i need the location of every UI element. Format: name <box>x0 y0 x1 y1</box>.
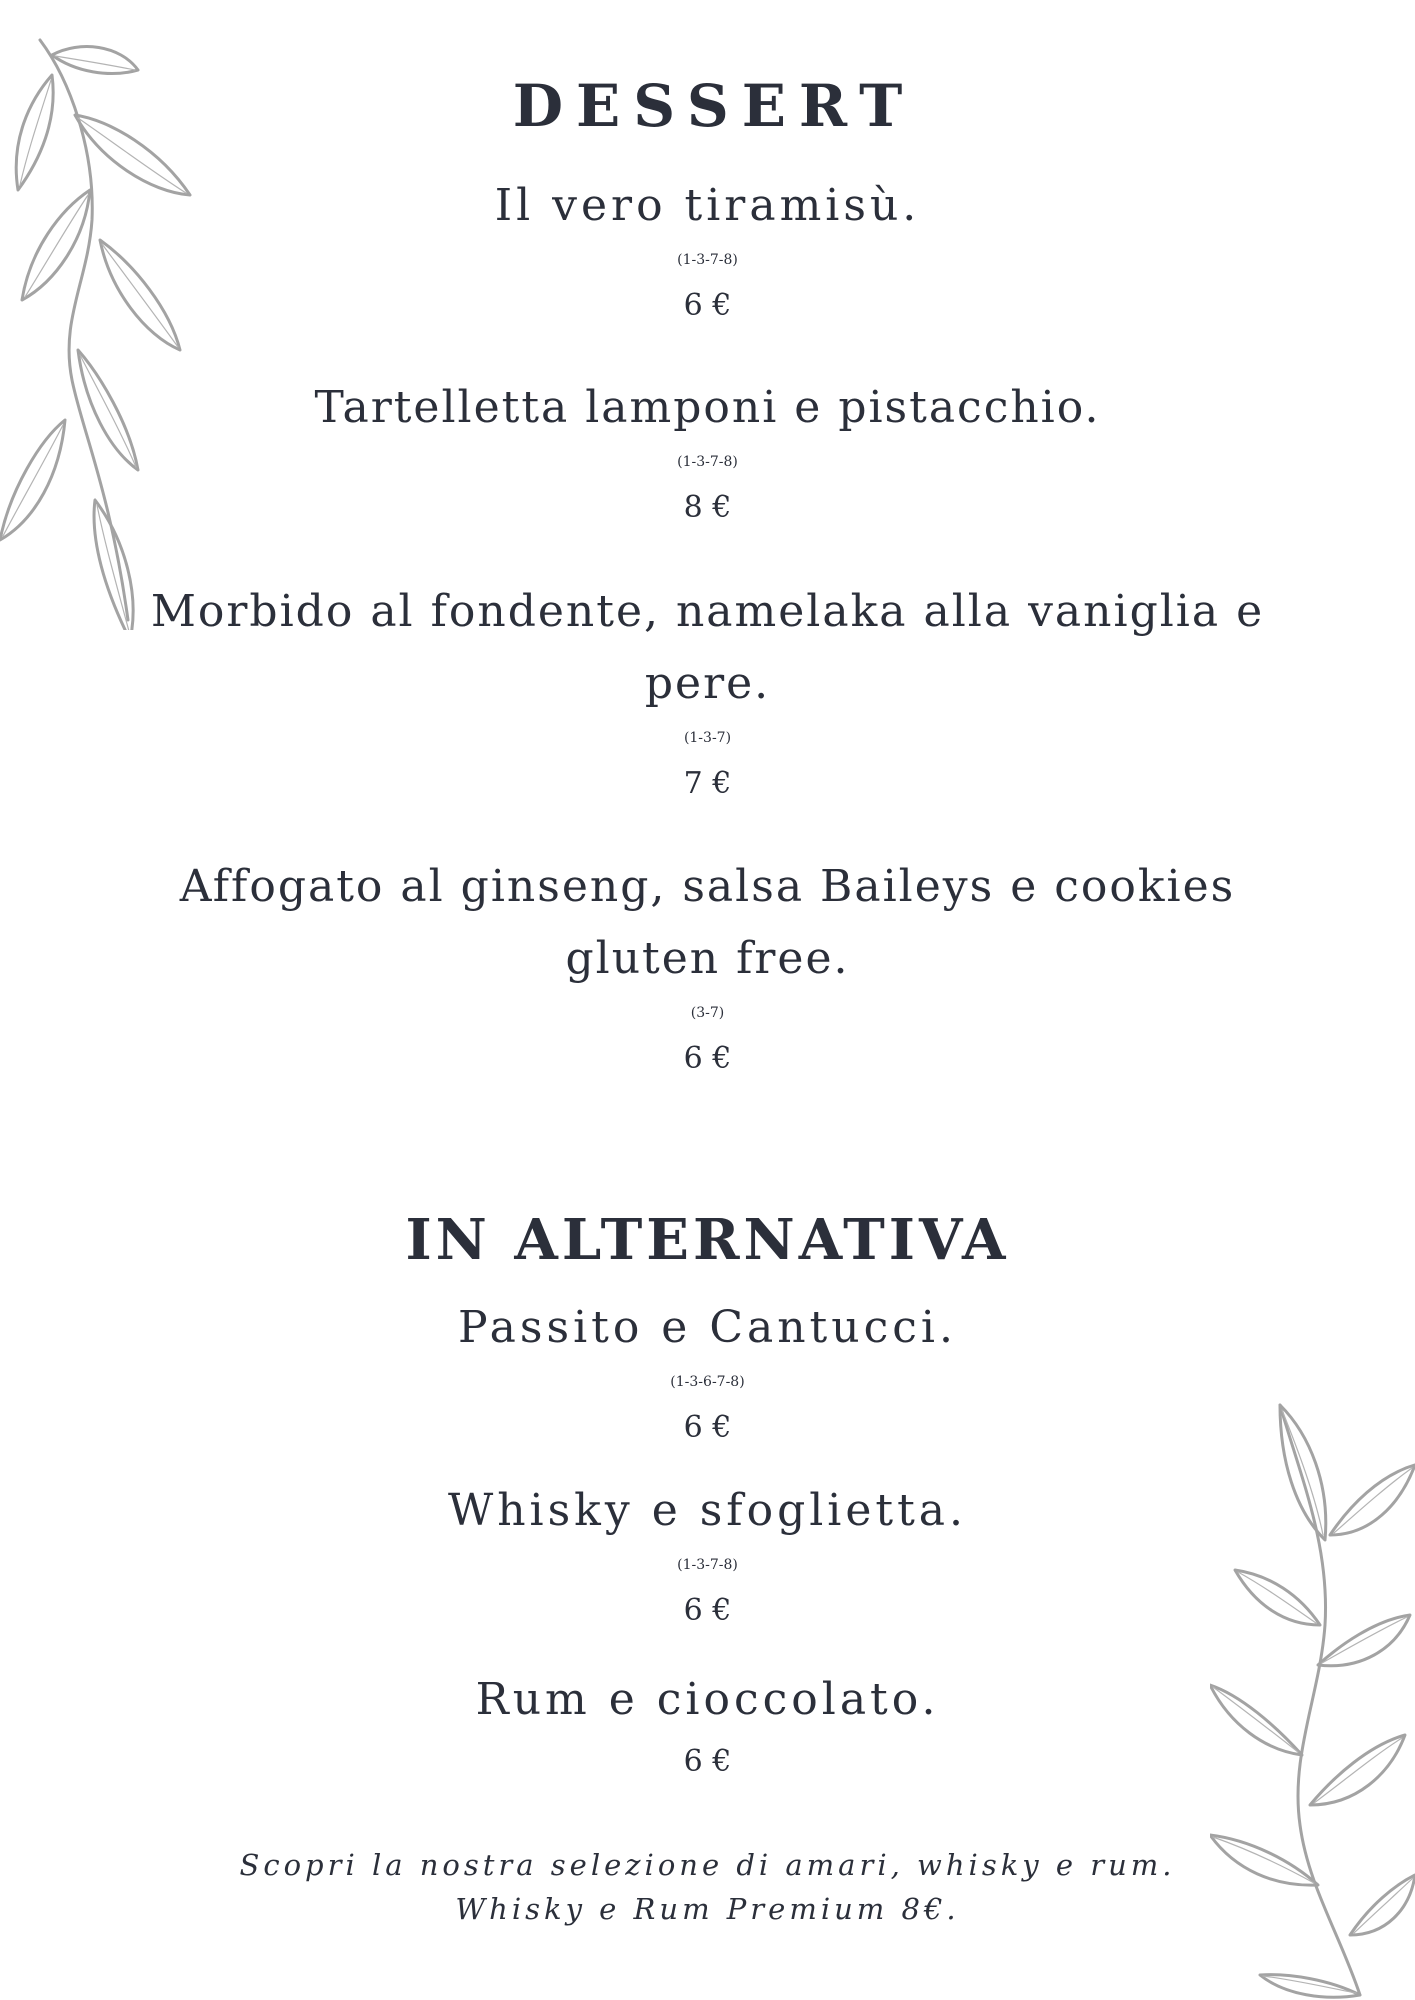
menu-item-price: 6 € <box>683 1041 732 1076</box>
menu-item-price: 6 € <box>683 1744 732 1779</box>
menu-item-morbido <box>130 576 1285 804</box>
menu-item-price: 8 € <box>683 490 732 525</box>
menu-item-price: 7 € <box>683 766 732 801</box>
menu-item-price: 6 € <box>683 1593 732 1628</box>
menu-item-passito <box>130 1292 1285 1448</box>
menu-item-allergens: (1-3-7-8) <box>677 454 738 470</box>
menu-item-allergens: (1-3-7-8) <box>677 252 738 268</box>
menu-item-name: Tartelletta lamponi e pistacchio. <box>314 382 1101 433</box>
menu-item-affogato <box>130 851 1285 1079</box>
menu-item-allergens: (1-3-7) <box>683 730 732 746</box>
menu-item-tartelletta <box>130 372 1285 528</box>
footer-note <box>0 1843 1415 1931</box>
section-title-dessert: DESSERT <box>512 72 916 140</box>
menu-item-name: Il vero tiramisù. <box>494 180 921 231</box>
menu-item-whisky <box>130 1475 1285 1631</box>
menu-item-name: Whisky e sfoglietta. <box>447 1485 968 1536</box>
menu-item-allergens: (3-7) <box>690 1005 725 1021</box>
menu-item-name: Passito e Cantucci. <box>458 1302 957 1353</box>
menu-item-rum <box>130 1664 1285 1782</box>
menu-item-allergens: (1-3-6-7-8) <box>670 1374 745 1390</box>
footer-line-2: Whisky e Rum Premium 8€. <box>455 1892 960 1926</box>
menu-item-name: Affogato al ginseng, salsa Baileys e cookies gluten free. <box>179 861 1236 984</box>
menu-item-price: 6 € <box>683 288 732 323</box>
footer-line-1: Scopri la nostra selezione di amari, whisky e rum. <box>239 1848 1176 1882</box>
menu-item-name: Rum e cioccolato. <box>475 1674 940 1725</box>
menu-item-name: Morbido al fondente, namelaka alla vaniglia e pere. <box>150 586 1265 709</box>
section-title-in-alternativa: IN ALTERNATIVA <box>405 1207 1010 1273</box>
menu-item-price: 6 € <box>683 1410 732 1445</box>
menu-item-allergens: (1-3-7-8) <box>677 1557 738 1573</box>
menu-item-tiramisu <box>130 170 1285 326</box>
